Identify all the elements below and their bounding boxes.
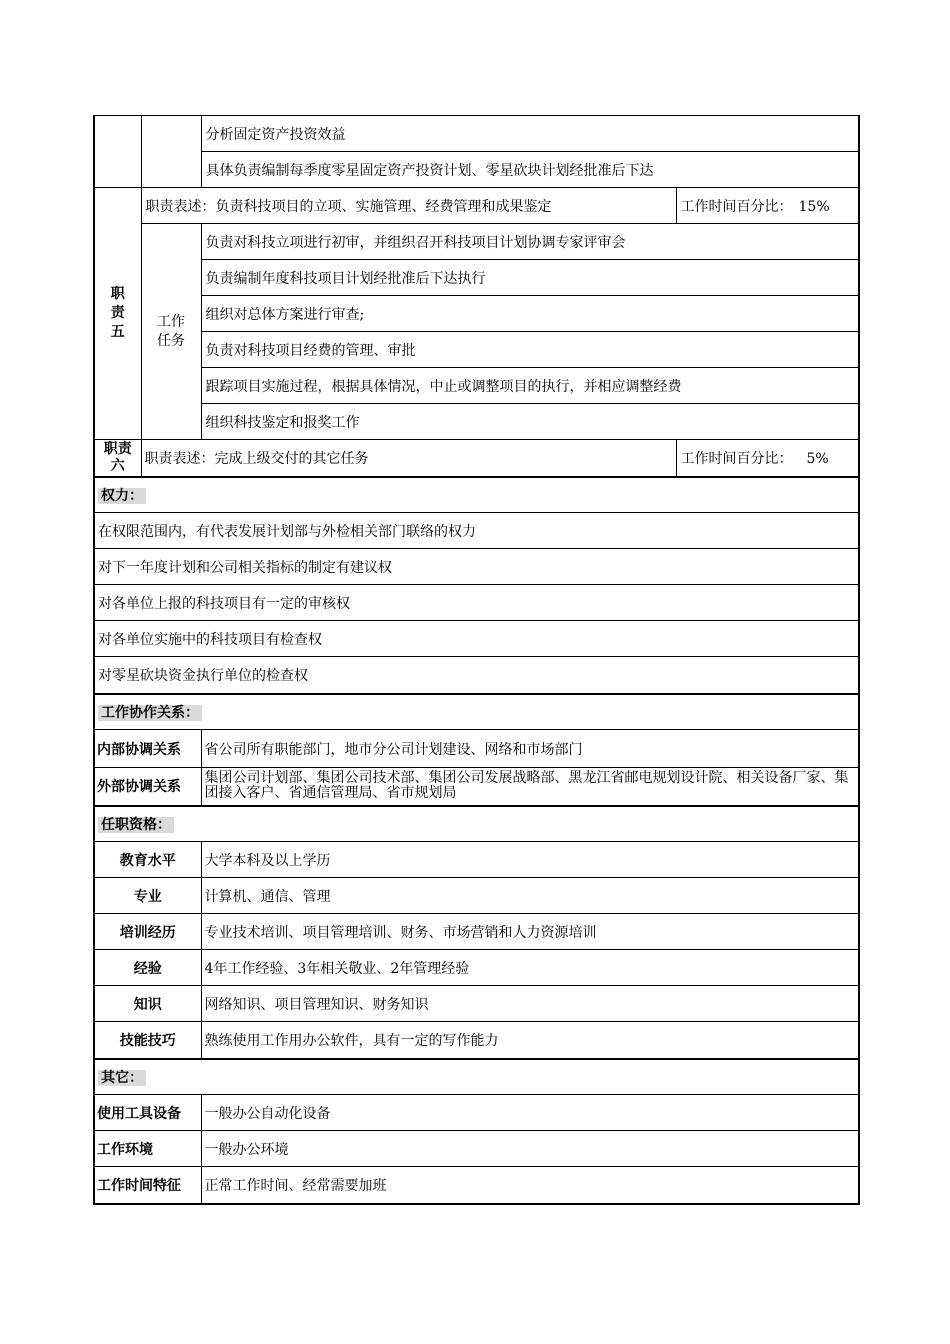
authority-item: 对各单位上报的科技项目有一定的审核权 bbox=[94, 585, 859, 621]
qualification-value: 4年工作经验、3年相关敬业、2年管理经验 bbox=[201, 950, 859, 986]
duty6-pct-label: 工作时间百分比： bbox=[680, 450, 793, 467]
authority-item: 在权限范围内，有代表发展计划部与外检相关部门联络的权力 bbox=[94, 513, 859, 549]
other-label: 使用工具设备 bbox=[94, 1095, 201, 1131]
external-coordination-value: 集团公司计划部、集团公司技术部、集团公司发展战略部、黑龙江省邮电规划设计院、相关设备厂家、集团接入客户、省通信管理局、省市规划局 bbox=[201, 768, 859, 806]
duty5-task: 负责对科技项目经费的管理、审批 bbox=[201, 332, 859, 368]
duty4-task: 分析固定资产投资效益 bbox=[201, 116, 859, 152]
external-coordination-label: 外部协调关系 bbox=[94, 768, 201, 806]
qualification-label: 专业 bbox=[94, 878, 201, 914]
qualification-value: 大学本科及以上学历 bbox=[201, 842, 859, 878]
duty5-task: 跟踪项目实施过程，根据具体情况，中止或调整项目的执行，并相应调整经费 bbox=[201, 368, 859, 404]
duty6-pct-value: 5% bbox=[806, 450, 829, 467]
other-value: 一般办公环境 bbox=[201, 1131, 859, 1167]
other-section-header bbox=[94, 1059, 859, 1095]
cooperation-section-header bbox=[94, 694, 859, 730]
duty5-task: 负责编制年度科技项目计划经批准后下达执行 bbox=[201, 260, 859, 296]
duty5-task: 负责对科技立项进行初审，并组织召开科技项目计划协调专家评审会 bbox=[201, 224, 859, 260]
duty5-pct-value: 15% bbox=[798, 198, 830, 215]
other-value: 一般办公自动化设备 bbox=[201, 1095, 859, 1131]
duty5-statement: 职责表述：负责科技项目的立项、实施管理、经费管理和成果鉴定 bbox=[141, 188, 676, 224]
internal-coordination-value: 省公司所有职能部门，地市分公司计划建设、网络和市场部门 bbox=[201, 730, 859, 768]
qualification-value: 网络知识、项目管理知识、财务知识 bbox=[201, 986, 859, 1022]
duty5-task: 组织对总体方案进行审查; bbox=[201, 296, 859, 332]
qualification-label: 教育水平 bbox=[94, 842, 201, 878]
other-label: 工作环境 bbox=[94, 1131, 201, 1167]
qualification-label: 技能技巧 bbox=[94, 1022, 201, 1059]
authority-section-header bbox=[94, 477, 859, 513]
qualification-title: 任职资格： bbox=[98, 817, 174, 833]
duty4-task-label-cell bbox=[141, 116, 201, 188]
internal-coordination-label: 内部协调关系 bbox=[94, 730, 201, 768]
qualification-label: 培训经历 bbox=[94, 914, 201, 950]
qualification-section-header bbox=[94, 806, 859, 842]
other-title: 其它： bbox=[98, 1070, 146, 1086]
authority-item: 对各单位实施中的科技项目有检查权 bbox=[94, 621, 859, 657]
authority-item: 对零星砍块资金执行单位的检查权 bbox=[94, 657, 859, 694]
duty5-task-label: 工作任务 bbox=[141, 224, 201, 440]
qualification-value: 熟练使用工作用办公软件，具有一定的写作能力 bbox=[201, 1022, 859, 1059]
duty4-task: 具体负责编制每季度零星固定资产投资计划、零星砍块计划经批准后下达 bbox=[201, 152, 859, 188]
duty5-task: 组织科技鉴定和报奖工作 bbox=[201, 404, 859, 440]
cooperation-title: 工作协作关系： bbox=[98, 705, 202, 721]
qualification-value: 专业技术培训、项目管理培训、财务、市场营销和人力资源培训 bbox=[201, 914, 859, 950]
duty4-label-cell bbox=[94, 116, 141, 188]
duty6-statement: 职责表述：完成上级交付的其它任务 bbox=[141, 440, 676, 477]
duty5-time-percentage bbox=[676, 188, 859, 224]
duty5-pct-label: 工作时间百分比： bbox=[680, 198, 793, 215]
other-label: 工作时间特征 bbox=[94, 1167, 201, 1204]
duty5-label: 职责五 bbox=[94, 188, 141, 440]
qualification-label: 知识 bbox=[94, 986, 201, 1022]
duty6-time-percentage bbox=[676, 440, 859, 477]
job-description-table bbox=[93, 115, 860, 1205]
duty6-label: 职责六 bbox=[94, 440, 141, 477]
authority-item: 对下一年度计划和公司相关指标的制定有建议权 bbox=[94, 549, 859, 585]
other-value: 正常工作时间、经常需要加班 bbox=[201, 1167, 859, 1204]
qualification-value: 计算机、通信、管理 bbox=[201, 878, 859, 914]
authority-title: 权力： bbox=[98, 488, 146, 504]
qualification-label: 经验 bbox=[94, 950, 201, 986]
